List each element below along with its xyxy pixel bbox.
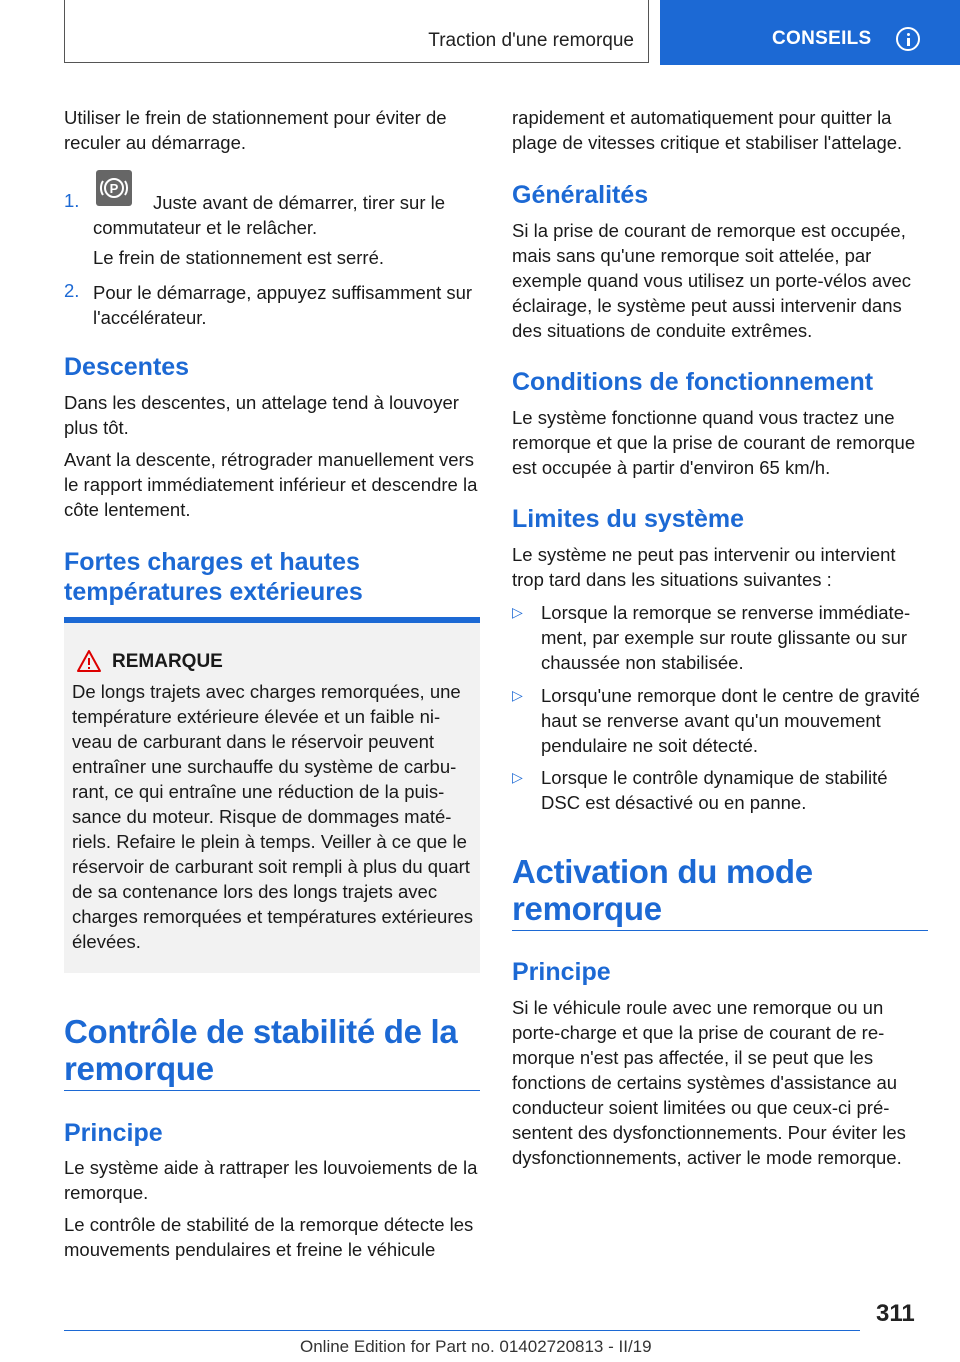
generalites-paragraph: Si la prise de courant de remorque est occupée, mais sans qu'une remorque soit attelée, par exemple quand vous utilisez un porte-vélos avec éclairage, le système peut aussi intervenir dans des situations de conduite extrêmes. [512,220,912,341]
list-item: Lorsqu'une remorque dont le centre de gravité haut se renverse avant qu'un mouvement pendulaire ne soit détecté. [541,685,920,756]
warning-box [64,617,480,973]
section-divider [64,1090,480,1091]
section-header-box [64,0,649,63]
heading-fortes-charges: Fortes charges et hautes températures extérieures [64,548,363,606]
heading-limites: Limites du système [512,505,745,533]
continued-text: rapidement et automatiquement pour quitter la plage de vitesses critique et stabiliser l'attelage. [512,107,903,153]
intro-text: Utiliser le frein de stationnement pour éviter de reculer au démarrage. [64,107,447,153]
list-item: Lorsque le contrôle dynamique de stabilité DSC est désactivé ou en panne. [541,767,888,813]
heading-controle-stabilite: Contrôle de stabilité de la remorque [64,1013,458,1087]
bullet-triangle-icon: ▷ [512,769,523,785]
info-icon [896,27,920,51]
heading-activation: Activation du mode remorque [512,853,813,927]
warning-text: De longs trajets avec charges remorquées, une température extérieure élevée et un faible niveau de carburant dans le réservoir peuvent entraîner une surchauffe du système de carburant, ce qui entraîne une réduction de la puissance du moteur. Risque de dommages matériels. Refaire le plein à temps. Veiller à ce que le réservoir de carburant soit rempli à plus du quart de sa contenance lors des longs trajets avec charges remorquées et températures extérieures élevées. [72,681,474,952]
step-number: 2. [64,280,80,301]
heading-generalites: Généralités [512,181,649,209]
section-title: Traction d'une remorque [428,30,634,51]
step-subtext: Le frein de stationnement est serré. [93,247,385,268]
heading-principe: Principe [64,1119,163,1147]
principe-paragraph-2: Le contrôle de stabilité de la remorque détecte les mouvements pendulaires et freine le véhicule [64,1214,474,1260]
heading-descentes: Descentes [64,353,190,381]
footer-divider [64,1330,860,1331]
conseils-tab-label: CONSEILS [772,28,872,49]
warning-title: REMARQUE [112,651,223,672]
conditions-paragraph: Le système fonctionne quand vous tractez une remorque et que la prise de courant de remorque est occupée à partir d'environ 65 km/h. [512,407,916,478]
list-item: Lorsque la remorque se renverse immédiatement, par exemple sur route glissante ou sur chaussée non stabilisée. [541,602,911,673]
conseils-tab[interactable] [660,0,960,65]
edition-text: Online Edition for Part no. 01402720813 - II/19 [300,1337,652,1356]
page-header [0,0,960,65]
principe-paragraph-1: Le système aide à rattraper les louvoiements de la remorque. [64,1157,478,1203]
descentes-paragraph-1: Dans les descentes, un attelage tend à louvoyer plus tôt. [64,392,459,438]
section-divider [512,930,928,931]
limites-paragraph: Le système ne peut pas intervenir ou intervient trop tard dans les situations suivantes : [512,544,896,590]
heading-conditions: Conditions de fonctionnement [512,368,874,396]
heading-principe: Principe [512,958,611,986]
page-number: 311 [876,1300,915,1327]
bullet-triangle-icon: ▷ [512,604,523,620]
descentes-paragraph-2: Avant la descente, rétrograder manuellement vers le rapport immédiatement inférieur et descendre la côte lentement. [64,449,478,520]
step-number: 1. [64,190,80,211]
bullet-triangle-icon: ▷ [512,687,523,703]
warning-triangle-icon [76,649,102,678]
svg-text:P: P [109,181,119,196]
step-text: Pour le démarrage, appuyez suffisamment sur l'accélérateur. [93,282,473,328]
principe-paragraph: Si le véhicule roule avec une remorque ou un porte-charge et que la prise de courant de remorque n'est pas affectée, il se peut que les fonctions de certains systèmes d'assistance au conducteur soient limitées ou que ceux-ci présentent des dysfonctionnements. Pour éviter les dysfonctionnements, activer le mode remorque. [512,997,906,1168]
step-text: Juste avant de démarrer, tirer sur le commutateur et le relâcher. [93,192,446,238]
